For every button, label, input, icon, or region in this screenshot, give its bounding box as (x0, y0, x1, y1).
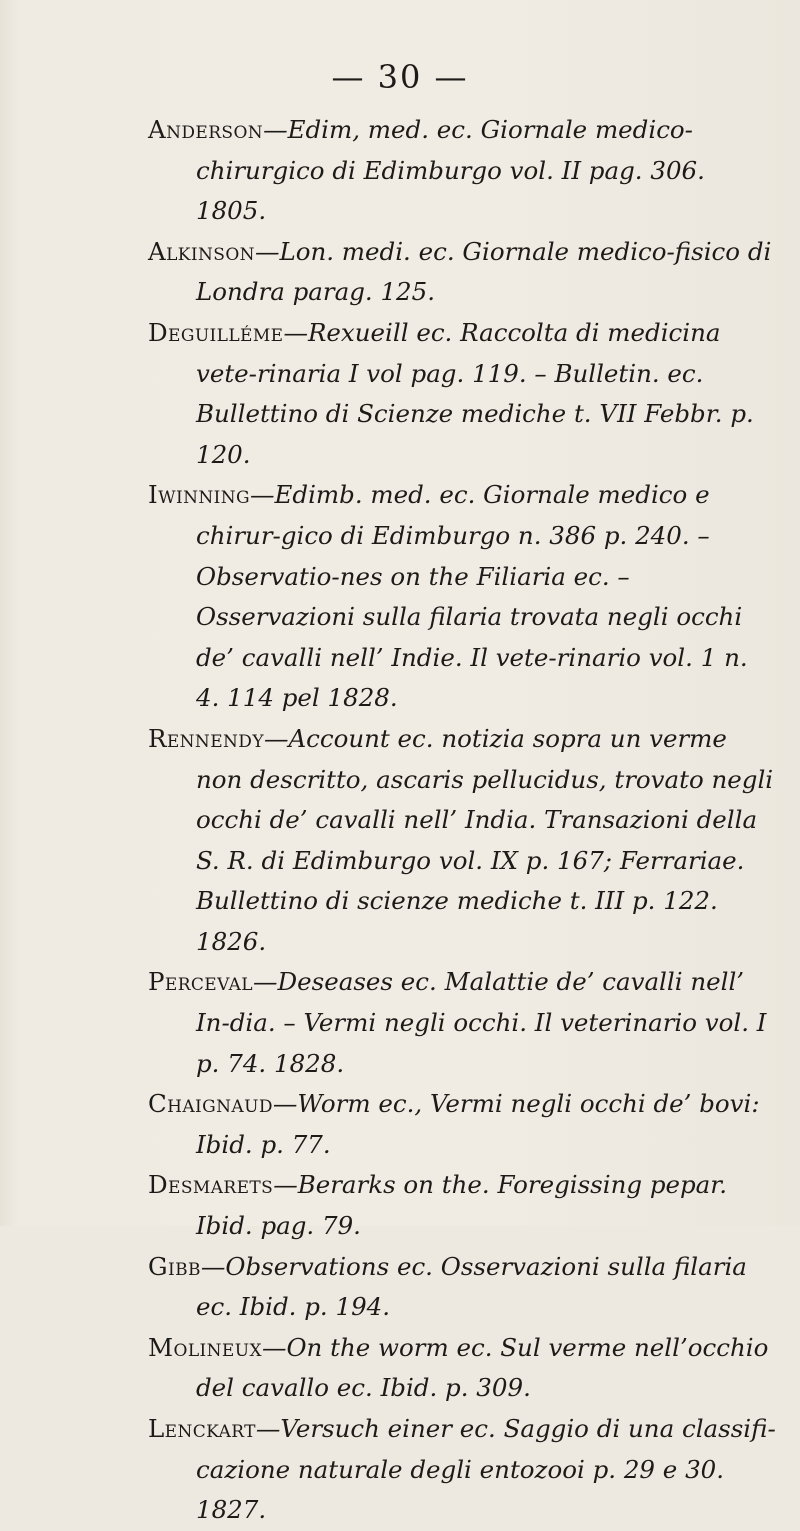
entry-reference: —Deseases ec. Malattie de’ cavalli nell’ In-dia. – Vermi negli occhi. Il veterinario vol. I p. 74. 1828. (196, 967, 767, 1078)
entry-reference: —Berarks on the. Foregissing pepar. Ibid. pag. 79. (196, 1170, 728, 1241)
entry-reference: —Edimb. med. ec. Giornale medico e chirur-gico di Edimburgo n. 386 p. 240. – Observatio-nes on the Filiaria ec. – Osservazioni sulla filaria trovata negli occhi de’ cavalli nell’ Indie. Il vete-rinario vol. 1 n. 4. 114 pel 1828. (196, 480, 748, 713)
bibliography-entry (148, 1409, 778, 1531)
entry-reference: —On the worm ec. Sul verme nell’occhio del cavallo ec. Ibid. p. 309. (196, 1332, 769, 1403)
bibliography-entry (148, 1328, 778, 1409)
entry-author: Deguilléme (148, 317, 284, 347)
entry-reference: —Edim, med. ec. Giornale medico-chirurgico di Edimburgo vol. II pag. 306. 1805. (196, 115, 705, 226)
entry-reference: —Observations ec. Osservazioni sulla filaria ec. Ibid. p. 194. (196, 1251, 747, 1322)
bibliography-list (148, 110, 778, 1531)
entry-author: Perceval (148, 967, 254, 997)
bibliography-entry (148, 475, 778, 719)
bibliography-entry (148, 313, 778, 475)
bibliography-entry (148, 1247, 778, 1328)
entry-reference: —Rexueill ec. Raccolta di medicina vete-rinaria I vol pag. 119. – Bulletin. ec. Bullettino di Scienze mediche t. VII Febbr. p. 120. (196, 317, 754, 469)
entry-reference: —Worm ec., Vermi negli occhi de’ bovi: Ibid. p. 77. (196, 1089, 760, 1159)
entry-author: Desmarets (148, 1170, 274, 1200)
bibliography-entry (148, 962, 778, 1084)
entry-author: Gibb (148, 1251, 201, 1281)
page-number: — 30 — (331, 58, 469, 96)
entry-author: Rennendy (148, 723, 264, 753)
entry-author: Anderson (148, 115, 264, 144)
bibliography-entry (148, 232, 778, 313)
entry-author: Iwinning (148, 480, 250, 510)
bibliography-entry (148, 1165, 778, 1246)
entry-author: Chaignaud (148, 1089, 273, 1119)
entry-author: Lenckart (148, 1414, 256, 1443)
entry-reference: —Versuch einer ec. Saggio di una classifi-cazione naturale degli entozooi p. 29 e 30. 1827. (196, 1414, 776, 1525)
bibliography-entry (148, 110, 778, 232)
entry-reference: —Account ec. notizia sopra un verme non descritto, ascaris pellucidus, trovato negli occhi de’ cavalli nell’ India. Transazioni della S. R. di Edimburgo vol. IX p. 167; Ferrariae. Bullettino di scienze mediche t. III p. 122. 1826. (196, 723, 774, 956)
entry-author: Molineux (148, 1332, 262, 1362)
bibliography-entry (148, 719, 778, 963)
entry-reference: —Lon. medi. ec. Giornale medico-fisico di Londra parag. 125. (196, 236, 772, 307)
bibliography-entry (148, 1084, 778, 1165)
entry-author: Alkinson (148, 236, 255, 266)
